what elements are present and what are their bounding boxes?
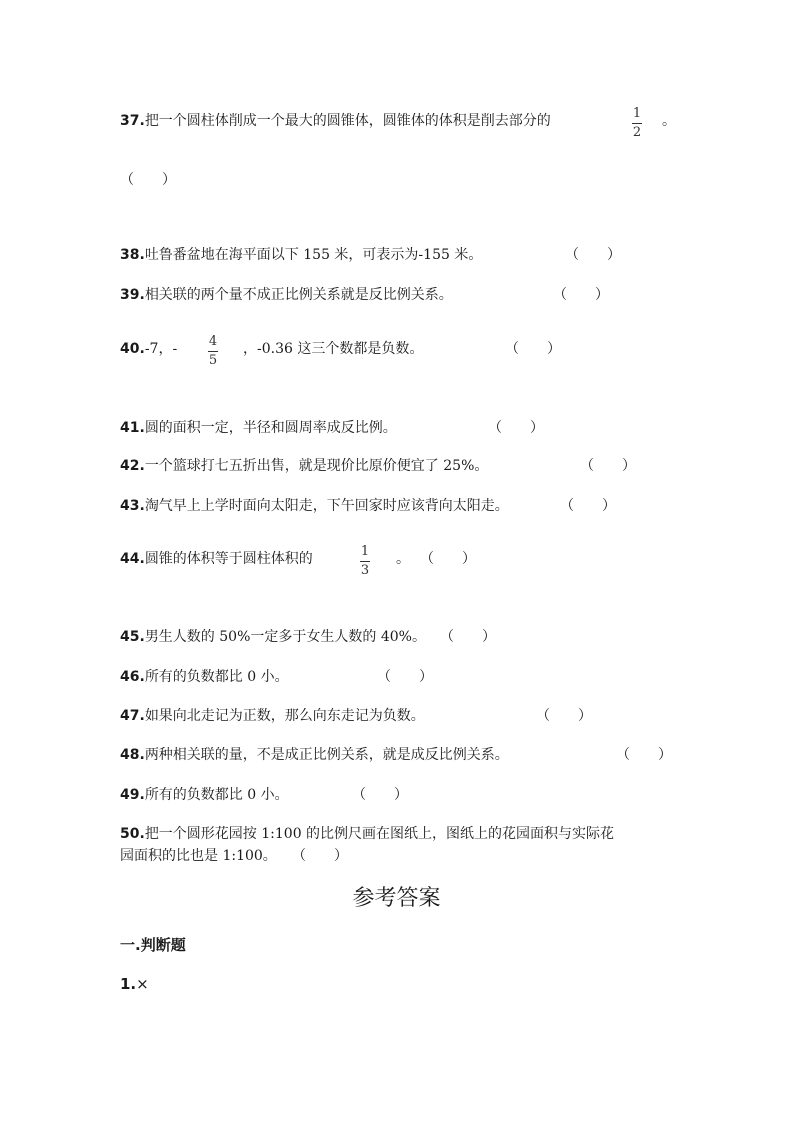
question-text: 吐鲁番盆地在海平面以下 155 米，可表示为-155 米。 xyxy=(144,247,483,263)
answer-1 xyxy=(120,975,149,993)
answer-value: × xyxy=(136,975,149,993)
question-number: 48. xyxy=(120,747,145,763)
answer-blank[interactable]: （ ） xyxy=(420,551,476,567)
question-44 xyxy=(120,549,313,569)
answer-blank[interactable]: （ ） xyxy=(553,287,609,303)
numerator: 1 xyxy=(632,106,642,121)
question-42 xyxy=(120,456,488,476)
fraction-bar xyxy=(632,123,642,124)
question-number: 41. xyxy=(120,420,145,436)
question-number: 45. xyxy=(120,629,145,645)
question-47 xyxy=(120,706,425,726)
fraction xyxy=(632,107,642,140)
question-text: 相关联的两个量不成正比例关系就是反比例关系。 xyxy=(144,287,453,303)
question-number: 37. xyxy=(120,113,145,129)
answer-blank[interactable]: （ ） xyxy=(565,247,621,263)
question-number: 39. xyxy=(120,287,145,303)
question-text: 圆的面积一定，半径和圆周率成反比例。 xyxy=(144,420,397,436)
question-number: 38. xyxy=(120,247,145,263)
fraction-bar xyxy=(208,351,218,352)
question-text-after: 。 xyxy=(662,113,676,129)
question-number: 50. xyxy=(120,826,145,842)
answer-blank[interactable]: （ ） xyxy=(580,458,636,474)
question-text: 一个篮球打七五折出售，就是现价比原价便宜了 25%。 xyxy=(144,458,489,474)
question-37 xyxy=(120,111,551,131)
question-text: 两种相关联的量，不是成正比例关系，就是成反比例关系。 xyxy=(144,747,509,763)
question-text-after: ，-0.36 这三个数都是负数。 xyxy=(243,341,424,357)
question-text: 如果向北走记为正数，那么向东走记为负数。 xyxy=(144,708,425,724)
answer-blank[interactable]: （ ） xyxy=(120,172,176,188)
question-number: 44. xyxy=(120,551,145,567)
question-49 xyxy=(120,785,289,805)
question-text: 把一个圆柱体削成一个最大的圆锥体，圆锥体的体积是削去部分的 xyxy=(144,113,551,129)
question-48 xyxy=(120,745,509,765)
question-number: 49. xyxy=(120,787,145,803)
answer-blank[interactable]: （ ） xyxy=(616,747,672,763)
question-50-line-2 xyxy=(120,846,277,866)
question-39 xyxy=(120,285,453,305)
fraction xyxy=(208,335,218,368)
answer-blank[interactable]: （ ） xyxy=(377,669,433,685)
question-text: 所有的负数都比 0 小。 xyxy=(144,787,289,803)
answer-blank[interactable]: （ ） xyxy=(505,341,561,357)
numerator: 4 xyxy=(208,334,218,349)
answer-number: 1. xyxy=(120,975,137,993)
denominator: 2 xyxy=(632,125,642,140)
question-text-after: 。 xyxy=(396,551,410,567)
answer-blank[interactable]: （ ） xyxy=(292,848,348,864)
answer-blank[interactable]: （ ） xyxy=(352,787,408,803)
question-number: 43. xyxy=(120,498,145,514)
question-text: -7，- xyxy=(144,341,178,357)
question-41 xyxy=(120,418,397,438)
question-50 xyxy=(120,824,614,844)
question-number: 46. xyxy=(120,669,145,685)
section-heading: 一.判断题 xyxy=(120,936,186,954)
question-text: 所有的负数都比 0 小。 xyxy=(144,669,289,685)
answer-blank[interactable]: （ ） xyxy=(560,498,616,514)
fraction xyxy=(360,545,370,578)
question-number: 40. xyxy=(120,341,145,357)
question-40 xyxy=(120,339,177,359)
denominator: 3 xyxy=(360,563,370,578)
question-text: 园面积的比也是 1:100。 xyxy=(120,848,277,864)
question-text: 男生人数的 50%一定多于女生人数的 40%。 xyxy=(144,629,426,645)
answers-title: 参考答案 xyxy=(352,886,441,911)
question-number: 47. xyxy=(120,708,145,724)
answer-blank[interactable]: （ ） xyxy=(536,708,592,724)
question-text: 把一个圆形花园按 1:100 的比例尺画在图纸上，图纸上的花园面积与实际花 xyxy=(144,826,615,842)
question-text: 圆锥的体积等于圆柱体积的 xyxy=(144,551,313,567)
answer-blank[interactable]: （ ） xyxy=(440,629,496,645)
answer-blank[interactable]: （ ） xyxy=(488,420,544,436)
question-46 xyxy=(120,667,289,687)
fraction-bar xyxy=(360,561,370,562)
denominator: 5 xyxy=(208,353,218,368)
question-38 xyxy=(120,245,482,265)
question-number: 42. xyxy=(120,458,145,474)
numerator: 1 xyxy=(360,544,370,559)
question-text: 淘气早上上学时面向太阳走，下午回家时应该背向太阳走。 xyxy=(144,498,509,514)
question-45 xyxy=(120,627,426,647)
question-43 xyxy=(120,496,509,516)
